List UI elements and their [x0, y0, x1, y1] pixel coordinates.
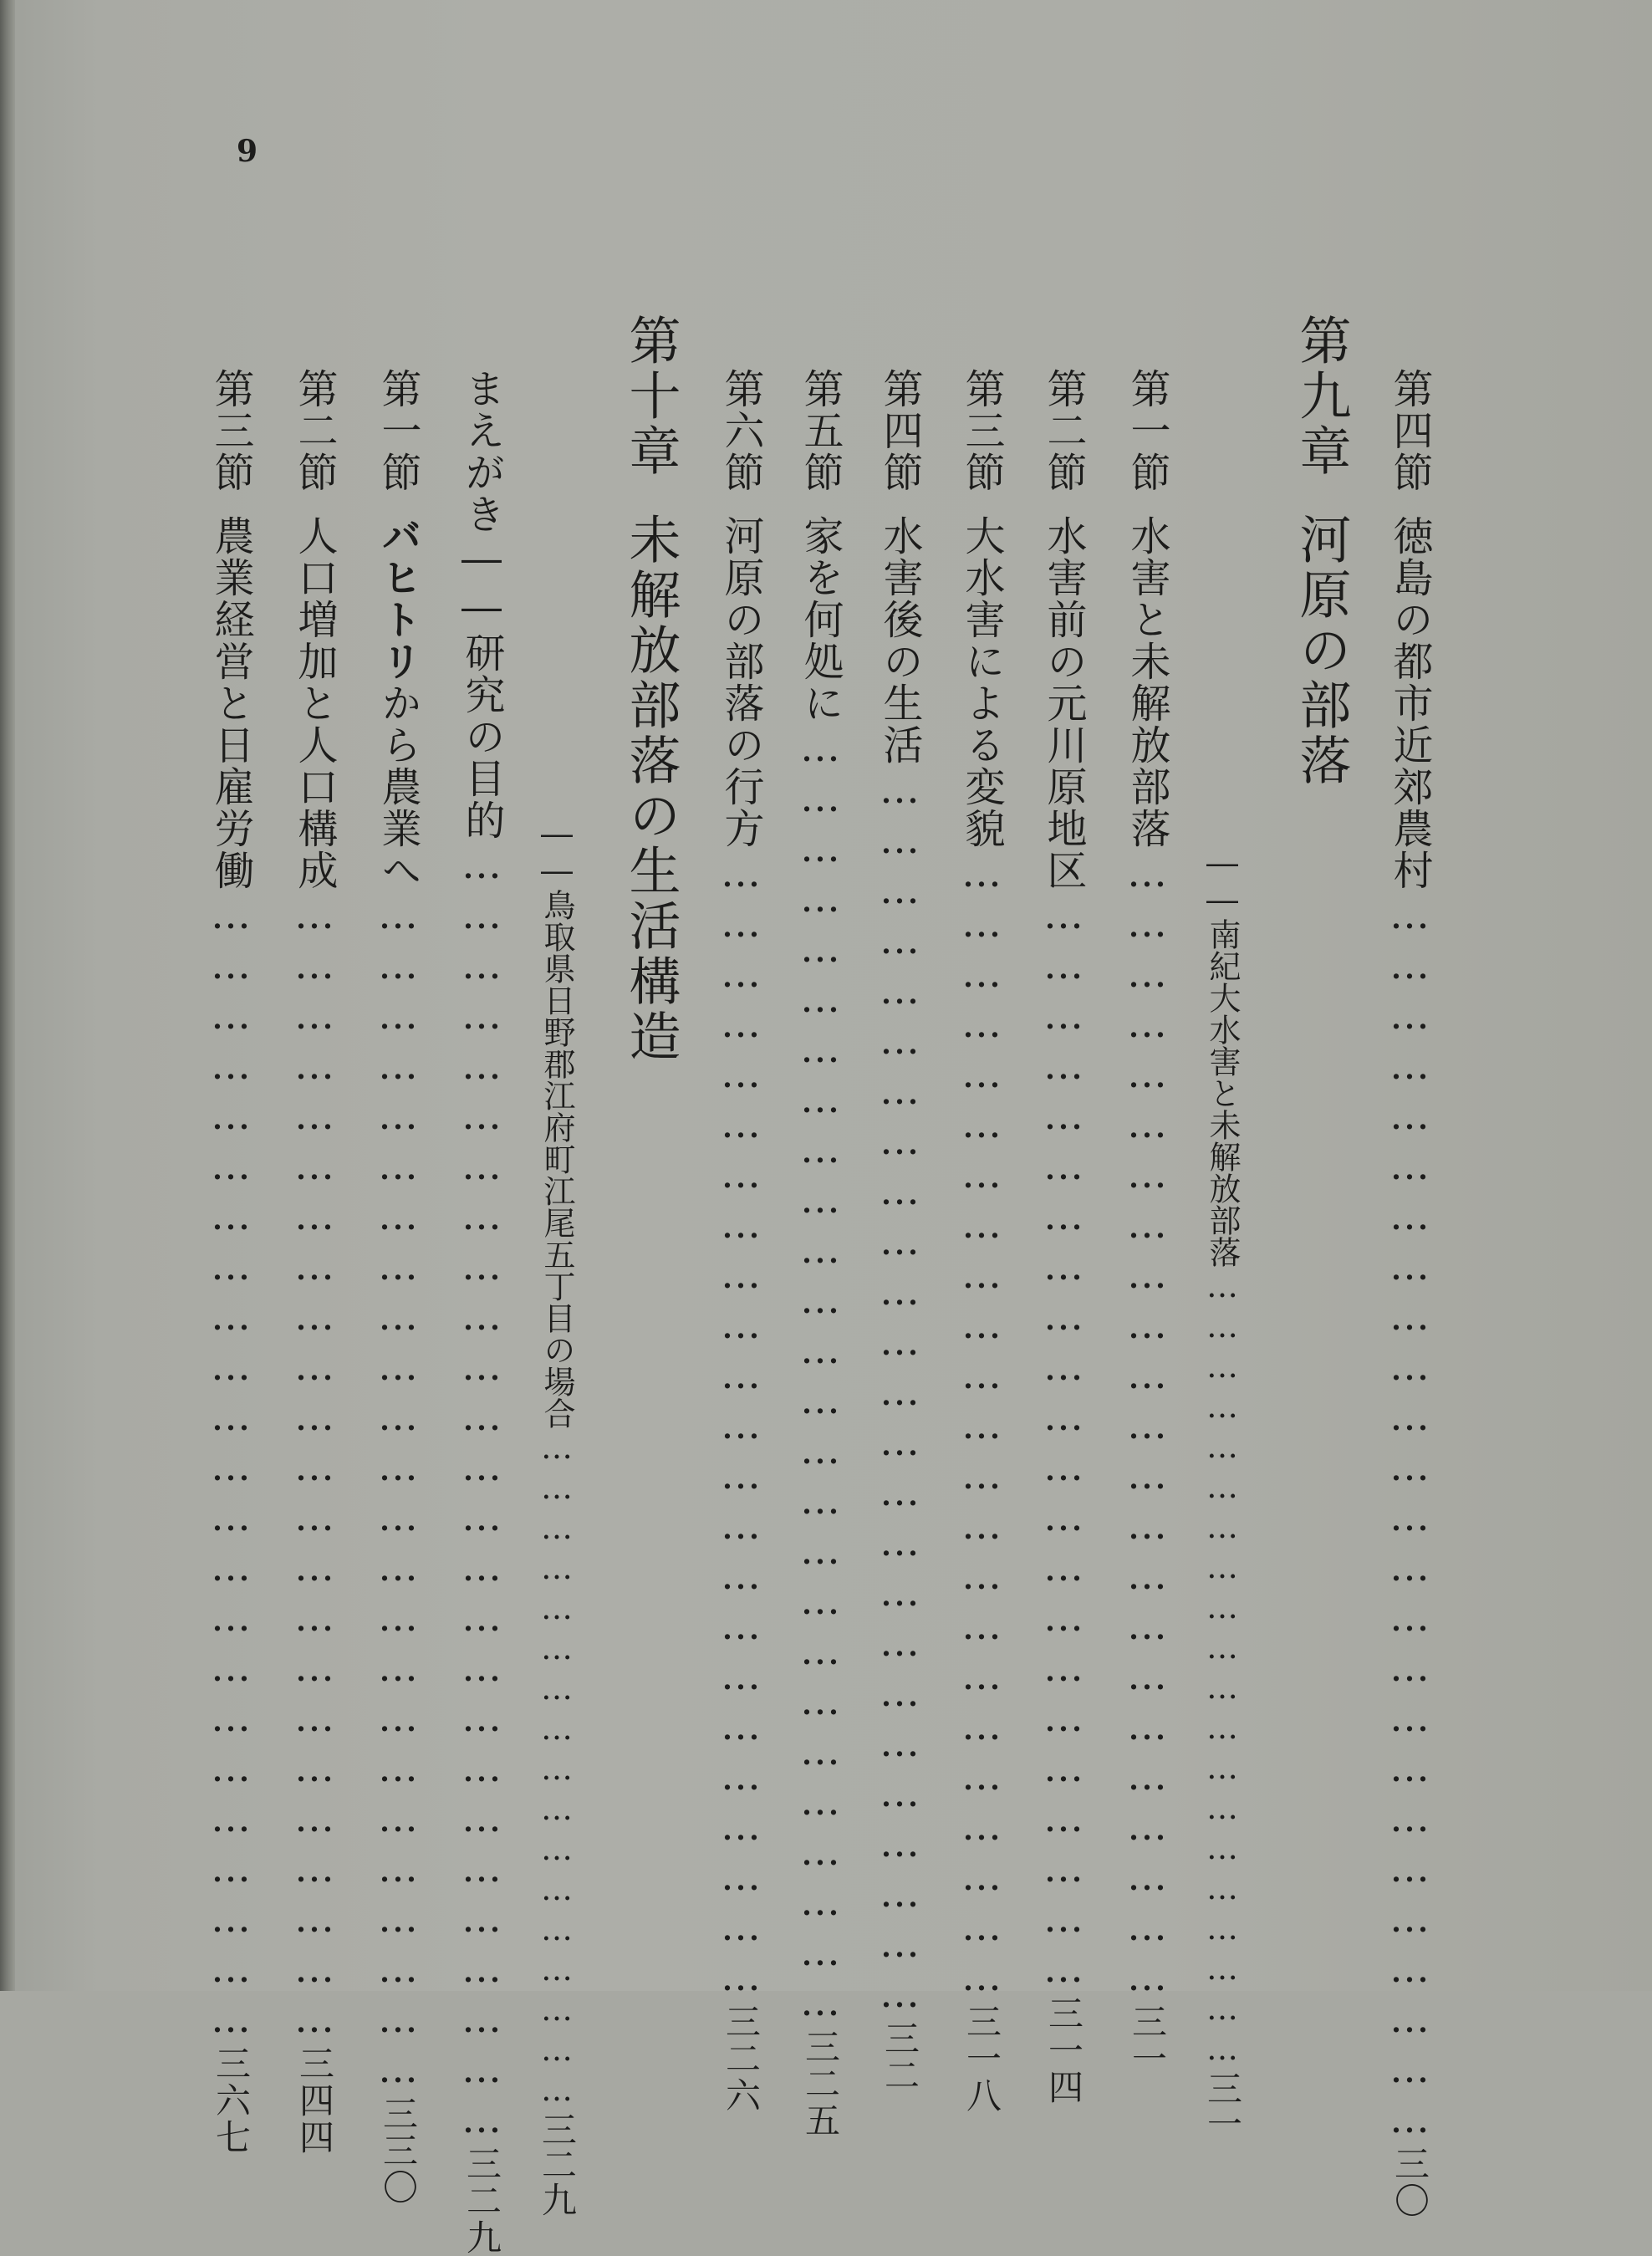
- page-ref: 三二九: [461, 2146, 502, 2256]
- toc-entry-ch9-section-4: [869, 368, 930, 2094]
- section-title: 徳島の都市近郊農村: [1386, 515, 1433, 891]
- page-ref: 三一八: [961, 2003, 1002, 2114]
- section-label: 第三節: [207, 368, 254, 493]
- section-label: 第五節: [797, 368, 844, 493]
- section-title: 水害後の生活: [876, 515, 923, 766]
- page-ref: 三四四: [294, 2045, 335, 2156]
- leader-dots: ……………………………………………………: [1204, 1268, 1241, 2070]
- page-number: 9: [237, 134, 258, 169]
- toc-chapter-10-subtitle: [532, 815, 582, 2217]
- section-label: 第二節: [1040, 368, 1087, 493]
- toc-entry-ch9-section-1: [1117, 368, 1177, 2077]
- section-label: 第一節: [1124, 368, 1170, 493]
- section-label: 第四節: [876, 368, 923, 493]
- page-ref: 三六七: [211, 2045, 252, 2156]
- chapter-label: 第十章: [620, 314, 681, 479]
- page-ref: 三一: [1202, 2070, 1243, 2141]
- toc-chapter-9: [1287, 314, 1354, 1150]
- toc-entry-ch10-section-3: [201, 368, 261, 2156]
- leader-dots: ………………………………………………………………: [375, 891, 421, 2095]
- section-title: 家を何処に: [797, 515, 844, 724]
- section-title: 水害前の元川原地区: [1040, 515, 1087, 891]
- section-title: 大水害による変貌: [958, 515, 1005, 850]
- page-ref: 三二九: [537, 2111, 578, 2217]
- page-ref: 三二: [880, 2020, 920, 2094]
- section-title: 河原の部落の行方: [717, 515, 764, 850]
- section-title: 人口増加と人口構成: [291, 515, 338, 891]
- section-label: 第一節: [375, 368, 421, 493]
- page-ref: 三一: [1127, 2003, 1168, 2077]
- leader-dots: ……………………………………………………………………: [797, 724, 844, 2029]
- chapter-title: 河原の部落: [1291, 513, 1352, 789]
- toc-entry-section-4-tokushima: [1379, 368, 1440, 2219]
- section-title: 農業経営と日雇労働: [207, 515, 254, 891]
- chapter-subtitle: ――鳥取県日野郡江府町江尾五丁目の場合: [538, 815, 575, 1429]
- section-label: 第三節: [958, 368, 1005, 493]
- page-ref: 三〇: [1389, 2146, 1430, 2219]
- page-binding-edge: [0, 0, 15, 1991]
- page-ref: 三二六: [721, 2003, 762, 2114]
- page-ref: 三二五: [800, 2029, 841, 2139]
- leader-dots: ……………………………………………………………: [717, 850, 764, 2003]
- leader-dots: …………………………………………………………………: [1386, 891, 1433, 2146]
- leader-dots: ……………………………………………………………: [958, 850, 1005, 2003]
- section-title-emphasis: バヒトリ: [375, 515, 421, 682]
- leader-dots: ……………………………………………………………: [291, 891, 338, 2045]
- toc-chapter-10: [617, 314, 684, 1150]
- chapter-subtitle: ――南紀大水害と未解放部落: [1204, 845, 1241, 1268]
- toc-entry-ch10-section-1: [368, 368, 428, 2206]
- section-label: 第二節: [291, 368, 338, 493]
- chapter-label: 第九章: [1291, 314, 1352, 479]
- leader-dots: ……………………………………………………………: [1124, 850, 1170, 2003]
- toc-entry-ch9-section-3: [951, 368, 1012, 2114]
- toc-entry-ch9-section-2: [1033, 368, 1094, 2105]
- toc-entry-ch9-section-6: [711, 368, 771, 2114]
- leader-dots: ……………………………………………………………………: [458, 841, 505, 2146]
- chapter-title: 未解放部落の生活構造: [620, 513, 681, 1064]
- page-ref: 三三〇: [378, 2095, 419, 2206]
- toc-entry-ch9-section-5: [790, 368, 850, 2139]
- toc-entry-preface: [451, 368, 512, 2256]
- toc-chapter-9-subtitle: [1197, 845, 1247, 2141]
- section-title: から農業へ: [375, 682, 421, 891]
- preface-title: まえがき――研究の目的: [458, 368, 505, 841]
- section-label: 第四節: [1386, 368, 1433, 493]
- toc-entry-ch10-section-2: [284, 368, 344, 2156]
- page-ref: 三一四: [1043, 1995, 1084, 2105]
- leader-dots: ……………………………………………………………: [207, 891, 254, 2045]
- leader-dots: ……………………………………………: [538, 1429, 575, 2111]
- leader-dots: …………………………………………………………………: [876, 766, 923, 2020]
- leader-dots: …………………………………………………………: [1040, 891, 1087, 1995]
- section-title: 水害と未解放部落: [1124, 515, 1170, 850]
- section-label: 第六節: [717, 368, 764, 493]
